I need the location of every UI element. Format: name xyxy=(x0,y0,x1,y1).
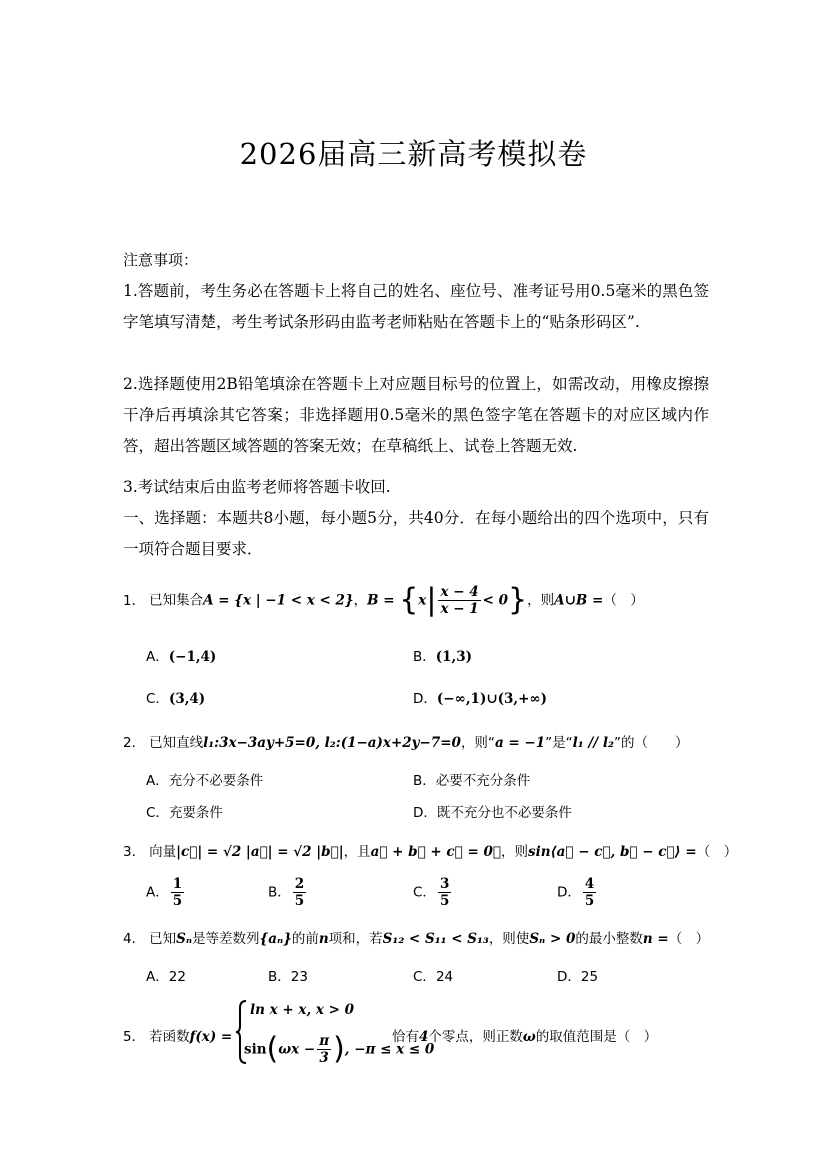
option-fraction xyxy=(293,876,306,909)
fraction-denominator: x − 1 xyxy=(440,601,479,617)
math-inequality: < 0 xyxy=(482,592,509,609)
question-number: 2． xyxy=(123,735,146,751)
option-label: A． xyxy=(146,884,169,901)
question-text: ”的（ ） xyxy=(613,735,689,751)
question-text: ，则“ xyxy=(460,735,495,751)
option-d xyxy=(557,876,598,909)
math-sin: sin xyxy=(244,1041,267,1058)
option-label: A． xyxy=(146,649,169,665)
option-label: C． xyxy=(146,805,169,821)
math-omega: ω xyxy=(522,1029,536,1045)
option-value: (−1,4) xyxy=(168,649,217,665)
fraction-numerator: π xyxy=(319,1033,330,1049)
left-brace: { xyxy=(399,582,419,618)
math-union: A∪B = xyxy=(554,592,604,609)
option-value: 25 xyxy=(580,969,599,985)
math-sn: Sₙ xyxy=(176,931,193,947)
math-fraction xyxy=(438,584,480,617)
option-b xyxy=(413,645,472,665)
option-c xyxy=(146,687,205,707)
option-d xyxy=(413,687,547,707)
question-text: （ ） xyxy=(696,844,738,860)
option-label: B． xyxy=(268,969,291,985)
math-condition: S₁₂ < S₁₁ < S₁₃ xyxy=(382,931,489,947)
question-text: 是等差数列 xyxy=(192,931,260,947)
option-value: 既不充分也不必要条件 xyxy=(436,805,572,821)
right-paren: ) xyxy=(333,1031,345,1067)
question-text: ， xyxy=(353,592,368,609)
option-a xyxy=(146,769,263,789)
question-text: （ ） xyxy=(603,592,644,609)
bar: | xyxy=(426,582,437,618)
option-label: C． xyxy=(146,691,169,707)
math-expression: sin⟨a⃗ − c⃗, b⃗ − c⃗⟩ = xyxy=(527,844,697,860)
math-sequence: {aₙ} xyxy=(259,931,292,947)
question-text: 向量 xyxy=(149,844,177,860)
question-text: ”是“ xyxy=(545,735,573,751)
question-text: 个零点，则正数 xyxy=(428,1029,523,1045)
fraction-denominator: 5 xyxy=(294,893,305,909)
option-a xyxy=(146,645,216,665)
section-heading: 一、选择题：本题共8小题，每小题5分，共40分．在每小题给出的四个选项中，只有一项符合题目要求． xyxy=(123,509,709,558)
option-c xyxy=(146,801,223,821)
option-label: A． xyxy=(146,773,169,789)
option-a xyxy=(146,965,186,985)
fraction-denominator: 5 xyxy=(439,893,450,909)
question-text: 若函数 xyxy=(149,1029,190,1045)
notice-item-1: 1.答题前，考生务必在答题卡上将自己的姓名、座位号、准考证号用0.5毫米的黑色签字笔填写清楚，考生考试条形码由监考老师粘贴在答题卡上的“贴条形码区”. xyxy=(123,282,709,331)
option-d xyxy=(413,801,572,821)
option-value: 充要条件 xyxy=(168,805,223,821)
notice-heading: 注意事项： xyxy=(123,251,199,269)
option-c xyxy=(413,965,453,985)
question-5-tail xyxy=(392,1025,657,1045)
math-domain: , −π ≤ x ≤ 0 xyxy=(344,1041,435,1058)
option-fraction xyxy=(438,876,451,909)
option-label: A． xyxy=(146,969,169,985)
question-text: 项和，若 xyxy=(328,931,383,947)
option-value: (−∞,1)∪(3,+∞) xyxy=(436,691,548,707)
option-label: D． xyxy=(557,884,581,901)
question-text: 的取值范围是（ ） xyxy=(535,1029,658,1045)
question-3 xyxy=(123,840,737,860)
math-set-b-label: B = xyxy=(367,592,400,609)
option-label: D． xyxy=(413,691,437,707)
question-number: 4． xyxy=(123,931,146,947)
piecewise-case-1 xyxy=(250,1002,354,1018)
math-n: n xyxy=(318,931,329,947)
fraction-numerator: 2 xyxy=(294,876,305,892)
option-d xyxy=(557,965,598,985)
math-lines: l₁:3x−3ay+5=0, l₂:(1−a)x+2y−7=0 xyxy=(203,735,461,751)
question-number: 5． xyxy=(123,1029,146,1045)
option-label: B． xyxy=(268,884,291,901)
math-count: 4 xyxy=(419,1029,429,1045)
question-text: 的前 xyxy=(291,931,319,947)
option-fraction xyxy=(171,876,184,909)
math-set-a: A = {x | −1 < x < 2} xyxy=(203,592,354,609)
notice-item-2: 2.选择题使用2B铅笔填涂在答题卡上对应题目标号的位置上，如需改动，用橡皮擦擦干净后再填涂其它答案；非选择题用0.5毫米的黑色签字笔在答题卡的对应区域内作答，超出答题区域答题的答案无效；在草稿纸上、试卷上答题无效. xyxy=(123,375,709,455)
fraction-denominator: 5 xyxy=(584,893,595,909)
option-value: 23 xyxy=(290,969,308,985)
option-label: C． xyxy=(413,884,436,901)
question-1 xyxy=(123,584,644,617)
math-fx: f(x) = xyxy=(189,1029,233,1045)
math-parallel: l₁ // l₂ xyxy=(572,735,614,751)
question-text: 恰有 xyxy=(392,1029,419,1045)
question-text: 已知集合 xyxy=(149,592,204,609)
option-label: D． xyxy=(413,805,437,821)
question-2 xyxy=(123,731,688,751)
question-text: 已知 xyxy=(149,931,177,947)
fraction-denominator: 5 xyxy=(172,893,183,909)
option-value: 24 xyxy=(435,969,454,985)
notice-item-3: 3.考试结束后由监考老师将答题卡收回. xyxy=(123,478,391,496)
option-value: 必要不充分条件 xyxy=(435,773,531,789)
right-brace: } xyxy=(508,582,528,618)
question-4 xyxy=(123,927,709,947)
question-text: 已知直线 xyxy=(149,735,204,751)
option-fraction xyxy=(583,876,596,909)
question-text: ，且 xyxy=(343,844,371,860)
math-condition: Sₙ > 0 xyxy=(529,931,576,947)
option-label: D． xyxy=(557,969,581,985)
option-value: (3,4) xyxy=(168,691,206,707)
fraction-denominator: 3 xyxy=(319,1050,329,1066)
left-paren: ( xyxy=(266,1031,279,1067)
question-text: 的最小整数 xyxy=(575,931,643,947)
option-b xyxy=(268,876,308,909)
fraction-numerator: 4 xyxy=(584,876,595,892)
math-condition: |c⃗| = √2 |a⃗| = √2 |b⃗| xyxy=(176,844,344,860)
option-c xyxy=(413,876,453,909)
math-case: ln x + x, x > 0 xyxy=(250,1002,355,1018)
math-condition: a = −1 xyxy=(494,735,546,751)
question-text: （ ） xyxy=(668,931,710,947)
fraction-numerator: 1 xyxy=(172,876,183,892)
question-text: ，则 xyxy=(500,844,528,860)
option-value: 充分不必要条件 xyxy=(168,773,264,789)
option-label: B． xyxy=(413,773,436,789)
math-vector-sum: a⃗ + b⃗ + c⃗ = 0⃗ xyxy=(370,844,501,860)
option-b xyxy=(268,965,308,985)
fraction-numerator: 3 xyxy=(439,876,450,892)
question-number: 3． xyxy=(123,844,146,860)
math-var: x xyxy=(418,592,427,609)
option-value: (1,3) xyxy=(435,649,473,665)
fraction-numerator: x − 4 xyxy=(440,584,479,600)
question-number: 1． xyxy=(123,592,146,609)
math-fraction xyxy=(317,1033,331,1066)
question-text: ，则 xyxy=(527,592,555,609)
page-title: 2026届高三新高考模拟卷 xyxy=(239,137,588,171)
math-arg: ωx − xyxy=(278,1041,316,1058)
question-text: ，则使 xyxy=(488,931,530,947)
option-label: B． xyxy=(413,649,436,665)
option-a xyxy=(146,876,186,909)
option-label: C． xyxy=(413,969,436,985)
question-5-lead xyxy=(123,1025,232,1045)
option-b xyxy=(413,769,530,789)
math-n-eq: n = xyxy=(642,931,669,947)
option-value: 22 xyxy=(168,969,186,985)
